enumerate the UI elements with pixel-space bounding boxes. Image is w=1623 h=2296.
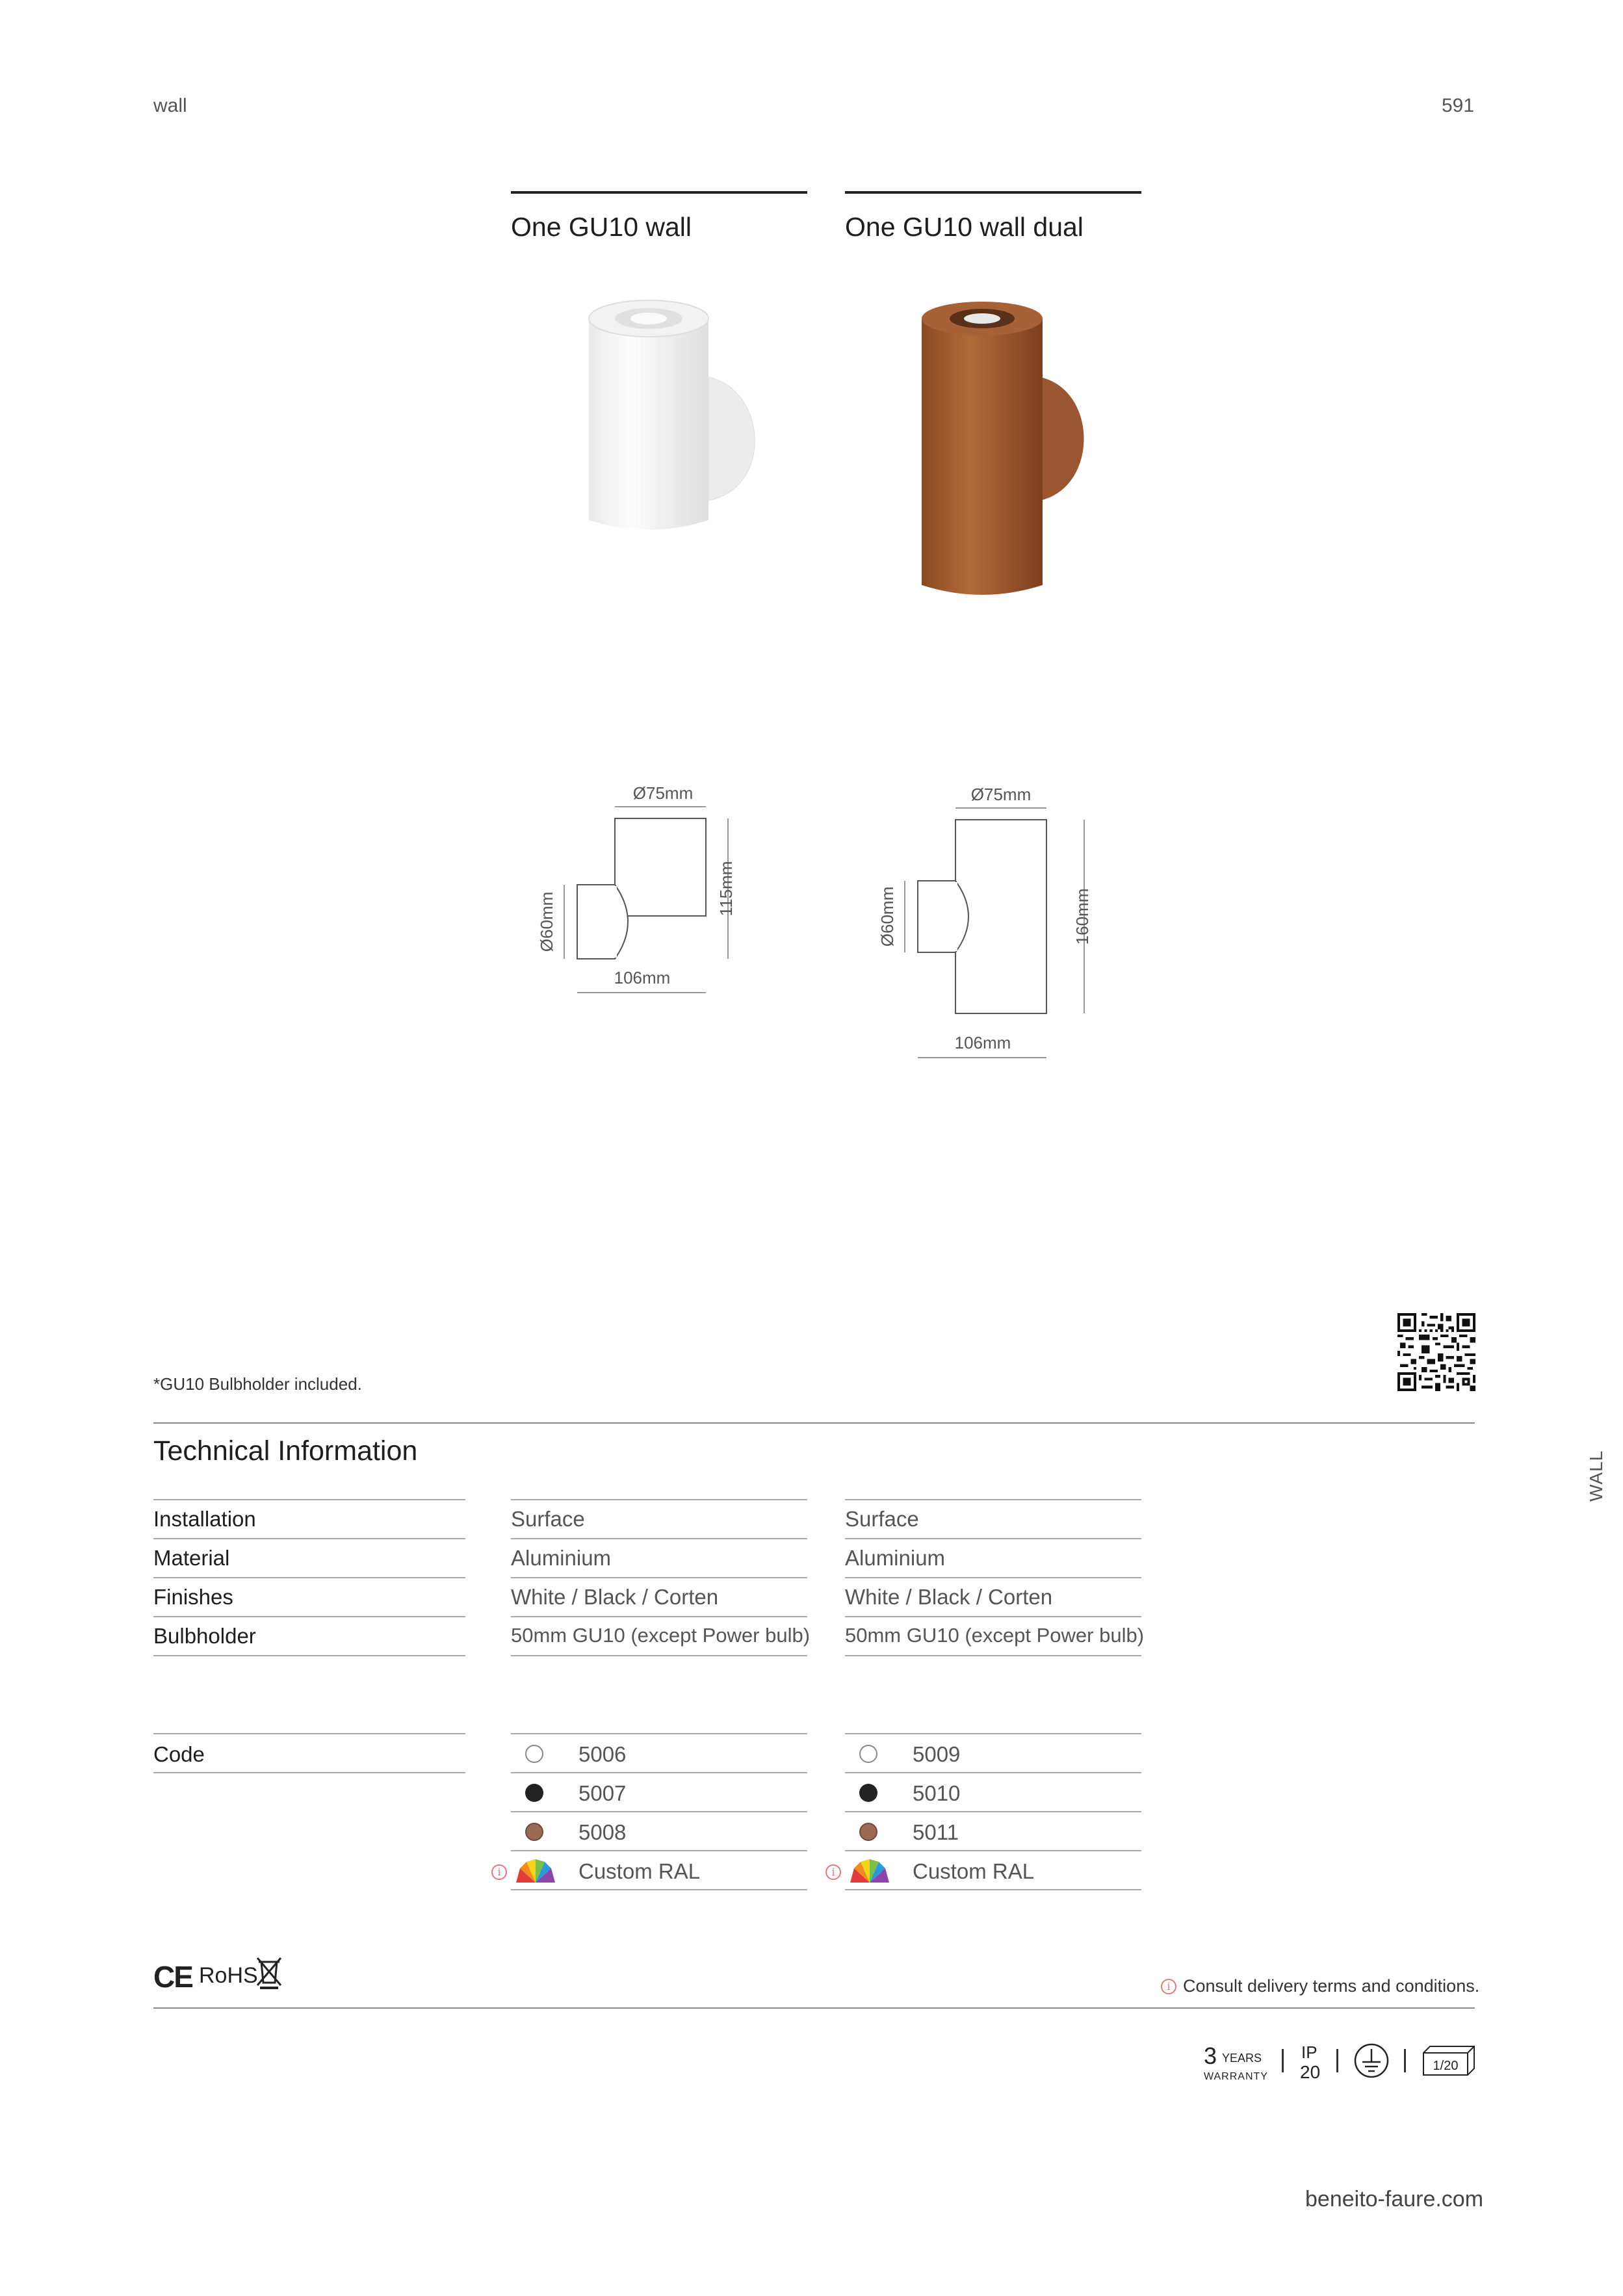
code-2-black: 5010 (913, 1781, 961, 1805)
code-2-white: 5009 (913, 1742, 961, 1766)
ral-fan-icon (848, 1857, 892, 1885)
ral-fan-icon (513, 1857, 558, 1885)
spec-1-finishes: White / Black / Corten (511, 1585, 719, 1609)
warranty-years: YEARS (1222, 2052, 1262, 2065)
swatch-white (525, 1745, 543, 1763)
footer-divider (1282, 2049, 1284, 2072)
spec-1-installation: Surface (511, 1507, 585, 1531)
product-2-image (910, 299, 1105, 611)
product-2-dimension-drawing (871, 777, 1105, 1076)
product-1-dimension-drawing (533, 777, 767, 1011)
code-1-corten: 5008 (578, 1820, 627, 1844)
product-1-image (572, 293, 780, 553)
dim-1-height: 115mm (716, 861, 736, 917)
spec-2-bulbholder: 50mm GU10 (except Power bulb) (845, 1624, 1145, 1647)
info-icon: i (1161, 1979, 1176, 1994)
swatch-corten (525, 1823, 543, 1841)
code-label: Code (153, 1742, 205, 1766)
tech-section-rule (153, 1422, 1475, 1424)
code-2-corten: 5011 (913, 1820, 959, 1844)
tech-info-title: Technical Information (153, 1435, 418, 1467)
box-ratio: 1/20 (1433, 2059, 1459, 2073)
spec-1-material: Aluminium (511, 1546, 612, 1570)
spec-label-material: Material (153, 1546, 230, 1570)
website-link[interactable]: beneito-faure.com (1305, 2187, 1484, 2211)
code-1-custom-ral: Custom RAL (578, 1859, 701, 1883)
side-tab-wall: WALL (1586, 1450, 1606, 1502)
earth-ground-icon (1353, 2042, 1390, 2079)
dim-2-base: Ø60mm (877, 886, 897, 947)
dim-2-height: 160mm (1072, 888, 1092, 945)
dim-1-base: Ø60mm (537, 891, 556, 952)
spec-2-installation: Surface (845, 1507, 919, 1531)
qr-code[interactable] (1397, 1313, 1475, 1391)
dim-2-diameter: Ø75mm (970, 785, 1032, 804)
spec-label-bulbholder: Bulbholder (153, 1624, 256, 1648)
footer-divider (1336, 2049, 1338, 2072)
section-label: wall (153, 95, 187, 116)
spec-1-bulbholder: 50mm GU10 (except Power bulb) (511, 1624, 811, 1647)
page-number: 591 (1442, 95, 1475, 116)
product-2-title: One GU10 wall dual (845, 212, 1084, 242)
ip-value: 20 (1300, 2062, 1321, 2082)
code-2-custom-ral: Custom RAL (913, 1859, 1035, 1883)
dim-1-depth: 106mm (614, 968, 671, 987)
spec-2-material: Aluminium (845, 1546, 946, 1570)
product-2-rule (845, 191, 1141, 194)
swatch-white (859, 1745, 877, 1763)
rohs-mark: RoHS (199, 1963, 258, 1988)
box-ratio-icon (1421, 2044, 1477, 2078)
info-icon: i (825, 1864, 841, 1880)
spec-label-finishes: Finishes (153, 1585, 233, 1609)
warranty-label: WARRANTY (1204, 2071, 1268, 2082)
ce-mark: CE (153, 1960, 192, 1994)
code-1-black: 5007 (578, 1781, 627, 1805)
consult-note: Consult delivery terms and conditions. (1183, 1976, 1480, 1996)
info-icon: i (491, 1864, 507, 1880)
product-1-title: One GU10 wall (511, 212, 692, 242)
dim-1-diameter: Ø75mm (632, 783, 694, 803)
swatch-corten (859, 1823, 877, 1841)
weee-bin-icon (255, 1955, 283, 1989)
code-1-white: 5006 (578, 1742, 627, 1766)
footer-divider (1404, 2049, 1406, 2072)
swatch-black (525, 1784, 543, 1802)
bulbholder-note: *GU10 Bulbholder included. (153, 1374, 362, 1394)
spec-2-finishes: White / Black / Corten (845, 1585, 1053, 1609)
product-1-rule (511, 191, 807, 194)
ip-label: IP (1301, 2042, 1318, 2062)
swatch-black (859, 1784, 877, 1802)
footer-rule (153, 2007, 1475, 2009)
warranty-number: 3 (1204, 2042, 1217, 2069)
dim-2-depth: 106mm (954, 1033, 1011, 1052)
spec-label-installation: Installation (153, 1507, 256, 1531)
